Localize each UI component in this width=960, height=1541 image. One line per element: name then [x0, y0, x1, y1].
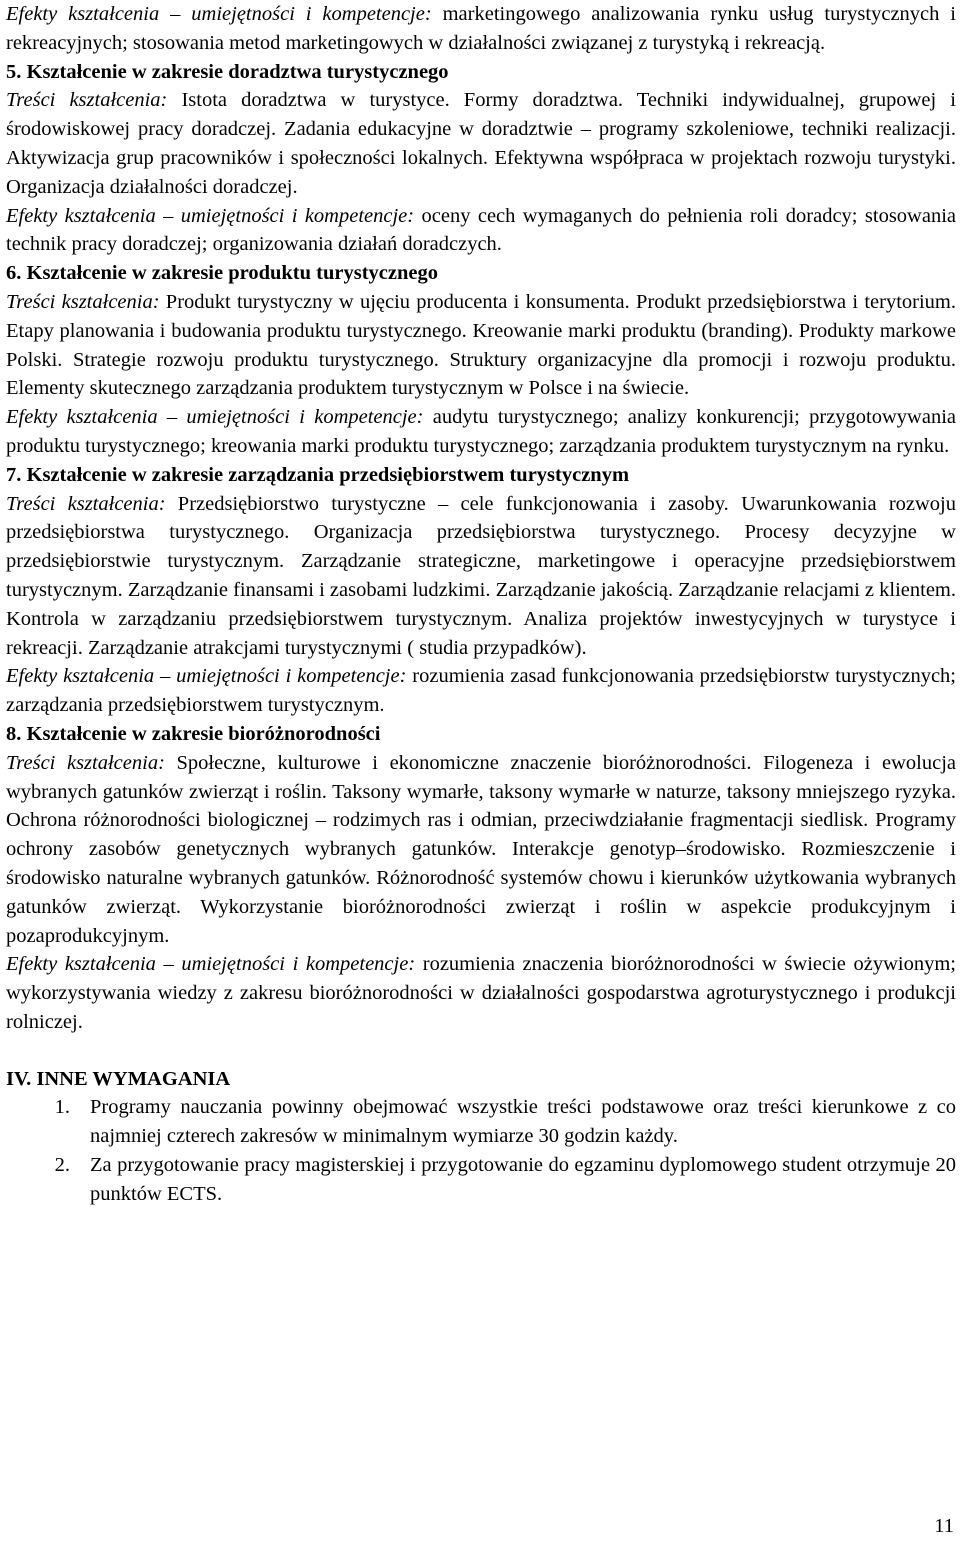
effects-text: rozumienia zasad funkcjonowania przedsiębiorstw turystycznych; zarządzania przedsiębiorstwem turystycznym. — [6, 665, 956, 717]
effects-text: audytu turystycznego; analizy konkurencji; przygotowywania produktu turystycznego; kreowania marki produktu turystycznego; zarządzania produktem turystycznym na rynku. — [6, 406, 956, 457]
effects-paragraph — [6, 403, 956, 461]
list-item-number: 1. — [54, 1096, 70, 1119]
intro-effects-paragraph — [6, 0, 956, 58]
content-paragraph — [6, 490, 956, 663]
content-text: Istota doradztwa w turystyce. Formy doradztwa. Techniki indywidualnej, grupowej i środowiskowej pracy doradczej. Zadania edukacyjne w doradztwie – programy szkoleniowe, techniki realizacji. Aktywizacja grup pracowników i społeczności lokalnych. Efektywna współpraca w projektach rozwoju turystyki. Organizacja działalności doradczej. — [6, 89, 956, 198]
list-item-number: 2. — [54, 1154, 70, 1177]
section-heading: 5. Kształcenie w zakresie doradztwa turystycznego — [6, 60, 449, 83]
list-item — [6, 1093, 956, 1151]
content-text: Produkt turystyczny w ujęciu producenta i konsumenta. Produkt przedsiębiorstwa i terytorium. Etapy planowania i budowania produktu turystycznego. Kreowanie marki produktu (branding). Produkty markowe Polski. Strategie rozwoju produktu turystycznego. Struktury organizacyjne dla promocji i rozwoju produktu. Elementy skutecznego zarządzania produktem turystycznym w Polsce i na świecie. — [6, 290, 957, 400]
list-item — [6, 1151, 956, 1209]
effects-label: Efekty kształcenia – umiejętności i kompetencje: — [6, 665, 407, 688]
effects-label: Efekty kształcenia – umiejętności i kompetencje: — [6, 953, 416, 976]
content-label: Treści kształcenia: — [6, 492, 166, 515]
effects-paragraph — [6, 950, 956, 1036]
effects-label: Efekty kształcenia – umiejętności i kompetencje: — [6, 3, 432, 25]
content-paragraph — [6, 288, 956, 403]
requirements-list — [6, 1093, 956, 1208]
page-number: 11 — [934, 1515, 954, 1537]
effects-text: marketingowego analizowania rynku usług turystycznych i rekreacyjnych; stosowania metod marketingowych w działalności związanej z turystyką i rekreacją. — [6, 3, 956, 54]
list-item-text: Za przygotowanie pracy magisterskiej i przygotowanie do egzaminu dyplomowego student otrzymuje 20 punktów ECTS. — [90, 1154, 956, 1205]
section-heading: 7. Kształcenie w zakresie zarządzania przedsiębiorstwem turystycznym — [6, 463, 630, 486]
content-label: Treści kształcenia: — [6, 89, 168, 112]
spacer — [6, 1037, 956, 1065]
section-heading: 8. Kształcenie w zakresie bioróżnorodności — [6, 722, 381, 745]
content-text: Przedsiębiorstwo turystyczne – cele funkcjonowania i zasoby. Uwarunkowania rozwoju przedsiębiorstwa turystycznego. Organizacja przedsiębiorstwa turystycznego. Procesy decyzyjne w przedsiębiorstwie turystycznym. Zarządzanie strategiczne, marketingowe i operacyjne przedsiębiorstwem turystycznym. Zarządzanie finansami i zasobami ludzkimi. Zarządzanie jakością. Zarządzanie relacjami z klientem. Kontrola w zarządzaniu przedsiębiorstwem turystycznym. Analiza projektów inwestycyjnych w turystyce i rekreacji. Zarządzanie atrakcjami turystycznymi ( studia przypadków). — [6, 492, 956, 659]
chapter-heading: IV. INNE WYMAGANIA — [6, 1067, 231, 1090]
list-item-text: Programy nauczania powinny obejmować wszystkie treści podstawowe oraz treści kierunkowe z co najmniej czterech zakresów w minimalnym wymiarze 30 godzin każdy. — [90, 1096, 956, 1148]
content-paragraph — [6, 749, 956, 951]
effects-paragraph — [6, 202, 956, 260]
content-paragraph — [6, 86, 956, 201]
content-label: Treści kształcenia: — [6, 290, 160, 313]
effects-text: oceny cech wymaganych do pełnienia roli doradcy; stosowania technik pracy doradczej; organizowania działań doradczych. — [6, 204, 956, 256]
document-page — [6, 0, 956, 1209]
content-text: Społeczne, kulturowe i ekonomiczne znaczenie bioróżnorodności. Filogeneza i ewolucja wybranych gatunków zwierząt i roślin. Taksony wymarłe, taksony wymarłe w naturze, taksony mniejszego ryzyka. Ochrona różnorodności biologicznej – rodzimych ras i odmian, przeciwdziałanie fragmentacji siedlisk. Programy ochrony zasobów genetycznych wybranych gatunków. Interakcje genotyp–środowisko. Rozmieszczenie i środowisko naturalne wybranych gatunków. Różnorodność systemów chowu i kierunków użytkowania wybranych gatunków zwierząt. Wykorzystanie bioróżnorodności zwierząt i roślin w aspekcie produkcyjnym i pozaprodukcyjnym. — [6, 751, 956, 947]
content-label: Treści kształcenia: — [6, 751, 165, 774]
effects-label: Efekty kształcenia – umiejętności i kompetencje: — [6, 204, 415, 227]
effects-label: Efekty kształcenia – umiejętności i kompetencje: — [6, 406, 424, 429]
section-heading: 6. Kształcenie w zakresie produktu turystycznego — [6, 262, 438, 285]
effects-text: rozumienia znaczenia bioróżnorodności w świecie ożywionym; wykorzystywania wiedzy z zakresu bioróżnorodności w działalności gospodarstwa agroturystycznego i produkcji rolniczej. — [6, 953, 956, 1033]
effects-paragraph — [6, 662, 956, 720]
